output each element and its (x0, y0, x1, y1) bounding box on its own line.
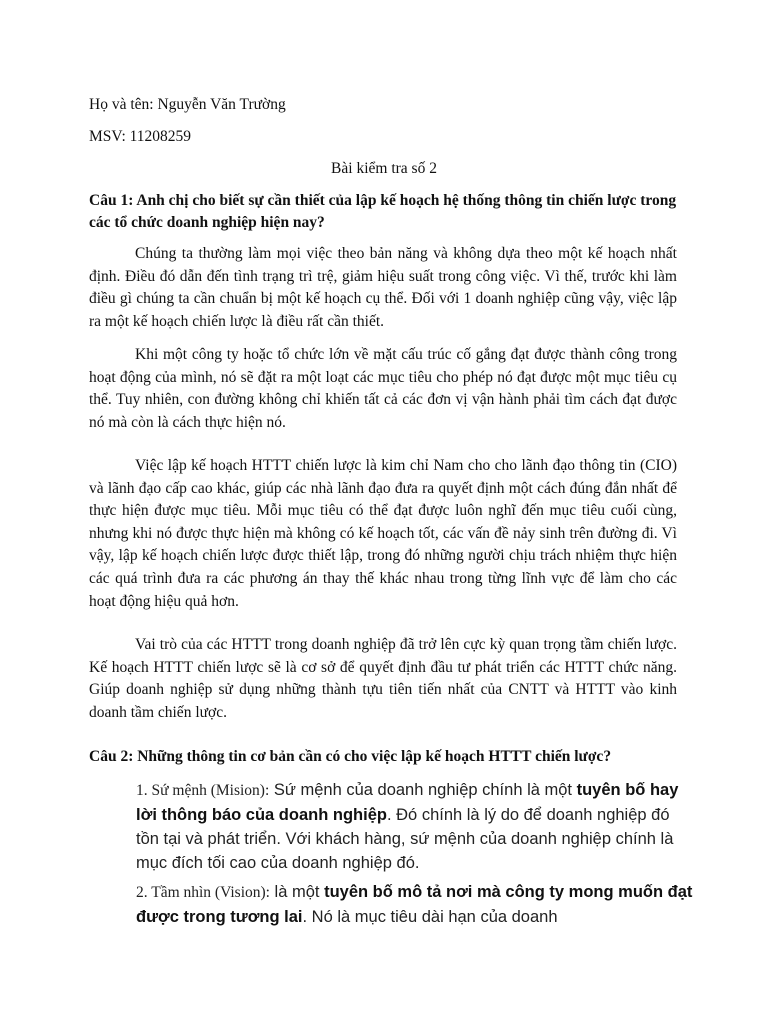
vision-text-a: là một (269, 883, 325, 901)
q2-item-vision (136, 880, 696, 929)
mission-prefix: 1. Sứ mệnh (Mision): (136, 782, 270, 799)
mission-bold: tuyên bố hay lời thông báo của doanh nghiệp (136, 781, 679, 824)
mission-text-b: . Đó chính là lý do để doanh nghiệp đó tồn tại và phát triển. Với khách hàng, sứ mệnh của doanh nghiệp chính là mục đích tối cao của doanh nghiệp đó. (136, 806, 674, 872)
student-name-line: Họ và tên: Nguyễn Văn Trường (89, 96, 286, 113)
q1-paragraph-1: Chúng ta thường làm mọi việc theo bản năng và không dựa theo một kế hoạch nhất định. Điều đó dẫn đến tình trạng trì trệ, giảm hiệu suất trong công việc. Vì thế, trước khi làm điều gì chúng ta cần chuẩn bị một kế hoạch cụ thể. Đối với 1 doanh nghiệp cũng vậy, việc lập ra một kế hoạch chiến lược là điều rất cần thiết. (89, 245, 677, 330)
vision-prefix: 2. Tầm nhìn (Vision): (136, 884, 270, 901)
student-id-line: MSV: 11208259 (89, 128, 192, 145)
q2-item-mission (136, 778, 696, 875)
q1-paragraph-4: Vai trò của các HTTT trong doanh nghiệp đã trở lên cực kỳ quan trọng tầm chiến lược. Kế hoạch HTTT chiến lược sẽ là cơ sở để quyết định đầu tư phát triển các HTTT chức năng. Giúp doanh nghiệp sử dụng những thành tựu tiên tiến nhất của CNTT và HTTT vào kinh doanh tầm chiến lược. (89, 636, 677, 721)
q1-paragraph-2: Khi một công ty hoặc tổ chức lớn về mặt cấu trúc cố gắng đạt được thành công trong hoạt động của mình, nó sẽ đặt ra một loạt các mục tiêu cho phép nó đạt được một mục tiêu cụ thể. Tuy nhiên, con đường không chỉ khiến tất cả các đơn vị vận hành phải tìm cách đạt được nó mà còn là cách thực hiện nó. (89, 346, 677, 431)
q1-paragraph-3: Việc lập kế hoạch HTTT chiến lược là kim chỉ Nam cho cho lãnh đạo thông tin (CIO) và lãnh đạo cấp cao khác, giúp các nhà lãnh đạo đưa ra quyết định một cách đúng đắn nhất để thực hiện được mục tiêu. Mỗi mục tiêu có thể đạt được luôn nghĩ đến mục tiêu cuối cùng, nhưng khi nó được thực hiện mà không có kế hoạch tốt, các vấn đề nảy sinh trên đường đi. Vì vậy, lập kế hoạch chiến lược được thiết lập, trong đó những người chịu trách nhiệm thực hiện các quá trình đưa ra các phương án thay thế khác nhau trong từng lĩnh vực để làm cho các hoạt động hiệu quả hơn. (89, 457, 677, 610)
vision-text-b: . Nó là mục tiêu dài hạn của doanh (302, 908, 558, 926)
vision-bold: tuyên bố mô tả nơi mà công ty mong muốn đạt được trong tương lai (136, 883, 693, 926)
document-title: Bài kiểm tra số 2 (331, 160, 437, 177)
question-2: Câu 2: Những thông tin cơ bản cần có cho việc lập kế hoạch HTTT chiến lược? (89, 748, 612, 765)
mission-text-a: Sứ mệnh của doanh nghiệp chính là một (269, 781, 577, 799)
question-1: Câu 1: Anh chị cho biết sự cần thiết của lập kế hoạch hệ thống thông tin chiến lược trong các tổ chức doanh nghiệp hiện nay? (89, 192, 677, 231)
